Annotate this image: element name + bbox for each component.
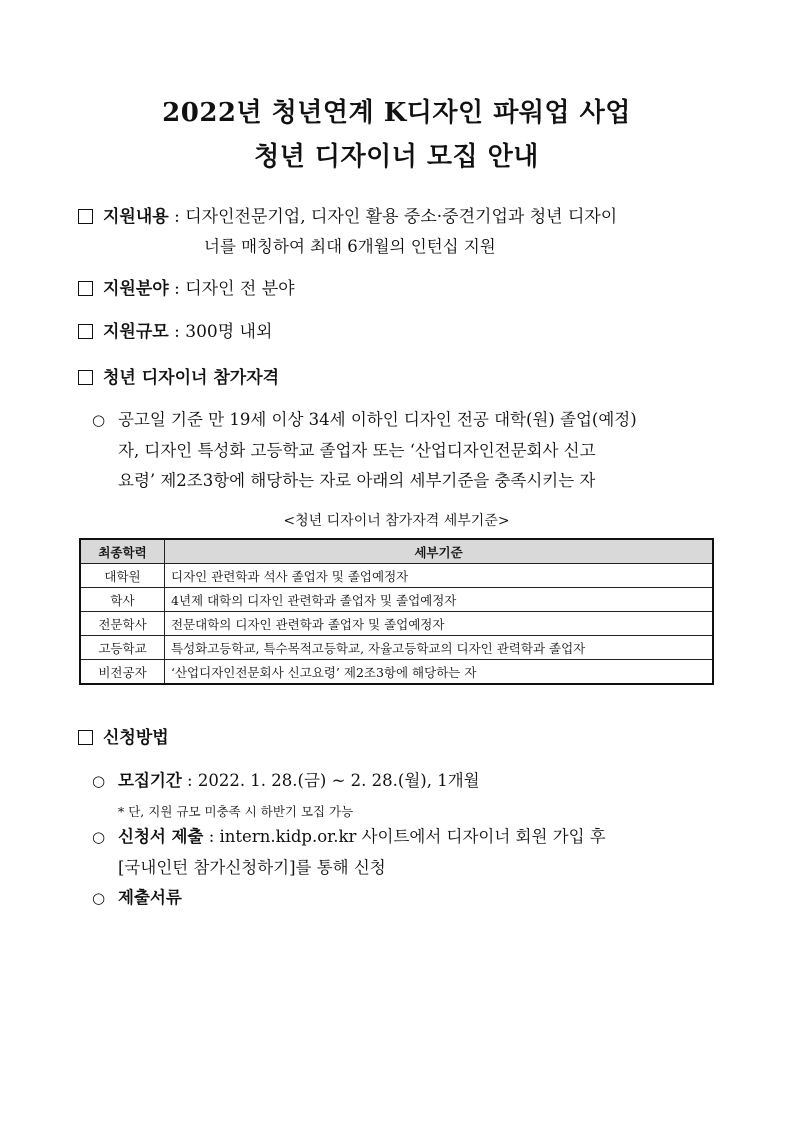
bullet-circle-icon: ○: [92, 828, 106, 846]
qualification-paragraph: [118, 405, 718, 497]
table-cell-education: 학사: [80, 588, 165, 612]
checkbox-square-icon: [78, 370, 93, 385]
qualification-table-caption: <청년 디자이너 참가자격 세부기준>: [283, 513, 510, 529]
table-cell-criteria: 특성화고등학교, 특수목적고등학교, 자율고등학교의 디자인 관력학과 졸업자: [165, 636, 714, 660]
application-heading: 신청방법: [103, 728, 169, 748]
table-header-education: 최종학력: [80, 539, 165, 564]
support-field-text: 디자인 전 분야: [185, 279, 295, 299]
section-qualification: [78, 364, 279, 393]
table-row: [80, 588, 713, 612]
table-cell-criteria: 전문대학의 디자인 관련학과 졸업자 및 졸업예정자: [165, 612, 714, 636]
checkbox-square-icon: [78, 730, 93, 745]
table-header-row: [80, 539, 713, 564]
table-row: [80, 660, 713, 685]
table-cell-education: 대학원: [80, 564, 165, 588]
checkbox-square-icon: [78, 324, 93, 339]
bullet-circle-icon: ○: [92, 772, 106, 790]
document-title-line2: 청년 디자이너 모집 안내: [254, 142, 539, 172]
checkbox-square-icon: [78, 209, 93, 224]
table-cell-education: 비전공자: [80, 660, 165, 685]
table-row: [80, 564, 713, 588]
qualification-heading: 청년 디자이너 참가자격: [103, 368, 280, 388]
application-period: [118, 766, 718, 797]
support-content-text-line1: 디자인전문기업, 디자인 활용 중소·중견기업과 청년 디자이: [185, 207, 618, 227]
bullet-circle-icon: ○: [92, 411, 106, 429]
qualification-line3: 요령’ 제2조3항에 해당하는 자로 아래의 세부기준을 충족시키는 자: [118, 471, 596, 490]
checkbox-square-icon: [78, 281, 93, 296]
qualification-table: [79, 538, 714, 685]
table-cell-criteria: 디자인 관련학과 석사 졸업자 및 졸업예정자: [165, 564, 714, 588]
table-header-criteria: 세부기준: [165, 539, 714, 564]
support-content-separator: :: [168, 207, 186, 227]
support-scale-separator: :: [168, 322, 186, 342]
support-content-label: 지원내용: [103, 207, 169, 227]
qualification-line2: 자, 디자인 특성화 고등학교 졸업자 또는 ‘산업디자인전문회사 신고: [118, 440, 596, 460]
application-docs-label: 제출서류: [118, 888, 182, 907]
support-scale-text: 300명 내외: [185, 322, 273, 342]
qualification-line1: 공고일 기준 만 19세 이상 34세 이하인 디자인 전공 대학(원) 졸업(예정): [118, 410, 637, 429]
application-period-note: * 단, 지원 규모 미충족 시 하반기 모집 가능: [118, 804, 354, 819]
support-field-label: 지원분야: [103, 279, 169, 299]
section-support-field: [78, 275, 295, 304]
table-cell-criteria: 4년제 대학의 디자인 관련학과 졸업자 및 졸업예정자: [165, 588, 714, 612]
application-period-label: 모집기간: [118, 771, 182, 790]
bullet-circle-icon: ○: [92, 889, 106, 907]
section-support-content: [78, 203, 617, 232]
table-cell-education: 전문학사: [80, 612, 165, 636]
application-submit-separator: :: [203, 827, 220, 846]
support-scale-label: 지원규모: [103, 322, 169, 342]
section-application: [78, 724, 169, 753]
section-support-scale: [78, 318, 272, 347]
document-title-line1: 2022년 청년연계 K디자인 파워업 사업: [162, 98, 631, 128]
table-row: [80, 612, 713, 636]
table-row: [80, 636, 713, 660]
application-submit-label: 신청서 제출: [118, 827, 204, 846]
application-submit-text-line2: [국내인턴 참가신청하기]를 통해 신청: [118, 857, 386, 877]
application-submit-text-line1: intern.kidp.or.kr 사이트에서 디자이너 회원 가입 후: [219, 827, 606, 846]
application-period-separator: :: [181, 771, 198, 790]
application-submit: [118, 822, 718, 883]
table-cell-education: 고등학교: [80, 636, 165, 660]
application-period-text: 2022. 1. 28.(금) ~ 2. 28.(월), 1개월: [197, 771, 480, 790]
support-field-separator: :: [168, 279, 186, 299]
support-content-text-line2: 너를 매칭하여 최대 6개월의 인턴십 지원: [204, 237, 496, 256]
table-cell-criteria: ‘산업디자인전문회사 신고요령’ 제2조3항에 해당하는 자: [165, 660, 714, 685]
